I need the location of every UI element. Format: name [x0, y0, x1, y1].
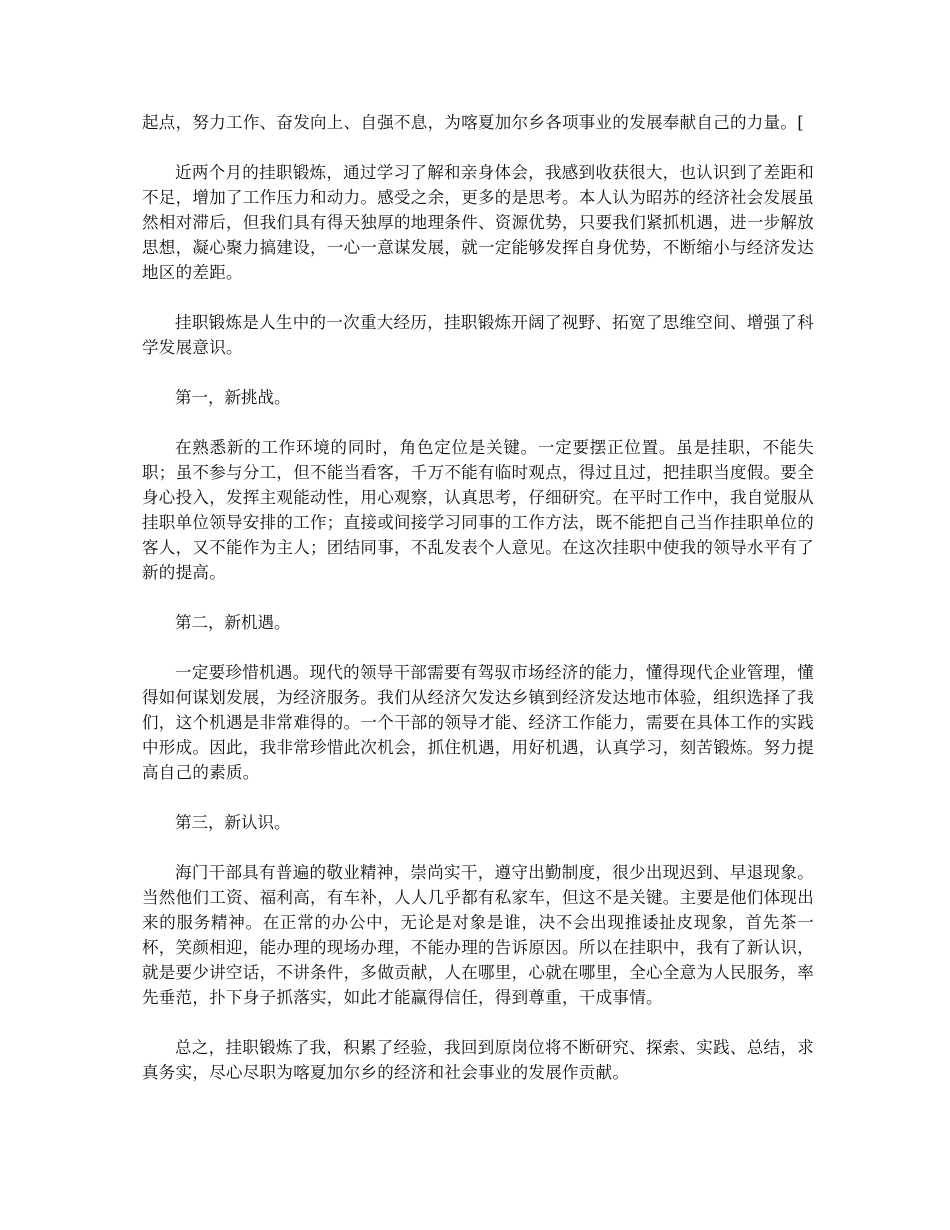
- section-heading-first: 第一，新挑战。: [175, 388, 291, 407]
- section-heading-second: 第二，新机遇。: [175, 613, 291, 632]
- document-body: [142, 110, 814, 1110]
- paragraph-continuation: 起点，努力工作、奋发向上、自强不息，为喀夏加尔乡各项事业的发展奉献自己的力量。[: [142, 113, 804, 132]
- paragraph-opportunity: 一定要珍惜机遇。现代的领导干部需要有驾驭市场经济的能力，懂得现代企业管理，懂得如何谋划发展，为经济服务。我们从经济欠发达乡镇到经济发达地市体验，组织选择了我们，这个机遇是非常难得的。一个干部的领导才能、经济工作能力，需要在具体工作的实践中形成。因此，我非常珍惜此次机会，抓住机遇，用好机遇，认真学习，刻苦锻炼。努力提高自己的素质。: [142, 663, 814, 782]
- paragraph-challenge: 在熟悉新的工作环境的同时，角色定位是关键。一定要摆正位置。虽是挂职，不能失职；虽不参与分工，但不能当看客，千万不能有临时观点，得过且过，把挂职当度假。要全身心投入，发挥主观能动性，用心观察，认真思考，仔细研究。在平时工作中，我自觉服从挂职单位领导安排的工作；直接或间接学习同事的工作方法，既不能把自己当作挂职单位的客人，又不能作为主人；团结同事，不乱发表个人意见。在这次挂职中使我的领导水平有了新的提高。: [142, 438, 814, 582]
- paragraph-understanding: 海门干部具有普遍的敬业精神，崇尚实干，遵守出勤制度，很少出现迟到、早退现象。当然他们工资、福利高，有车补，人人几乎都有私家车，但这不是关键。主要是他们体现出来的服务精神。在正常的办公中，无论是对象是谁，决不会出现推诿扯皮现象，首先茶一杯，笑颜相迎，能办理的现场办理，不能办理的告诉原因。所以在挂职中，我有了新认识，就是要少讲空话，不讲条件，多做贡献，人在哪里，心就在哪里，全心全意为人民服务，率先垂范，扑下身子抓落实，如此才能赢得信任，得到尊重，干成事情。: [142, 863, 814, 1007]
- paragraph-conclusion: 总之，挂职锻炼了我，积累了经验，我回到原岗位将不断研究、探索、实践、总结，求真务实，尽心尽职为喀夏加尔乡的经济和社会事业的发展作贡献。: [142, 1038, 814, 1082]
- paragraph-reflection: 近两个月的挂职锻炼，通过学习了解和亲身体会，我感到收获很大，也认识到了差距和不足，增加了工作压力和动力。感受之余，更多的是思考。本人认为昭苏的经济社会发展虽然相对滞后，但我们具有得天独厚的地理条件、资源优势，只要我们紧抓机遇，进一步解放思想，凝心聚力搞建设，一心一意谋发展，就一定能够发挥自身优势，不断缩小与经济发达地区的差距。: [142, 163, 814, 282]
- paragraph-experience: 挂职锻炼是人生中的一次重大经历，挂职锻炼开阔了视野、拓宽了思维空间、增强了科学发展意识。: [142, 313, 814, 357]
- section-heading-third: 第三，新认识。: [175, 813, 291, 832]
